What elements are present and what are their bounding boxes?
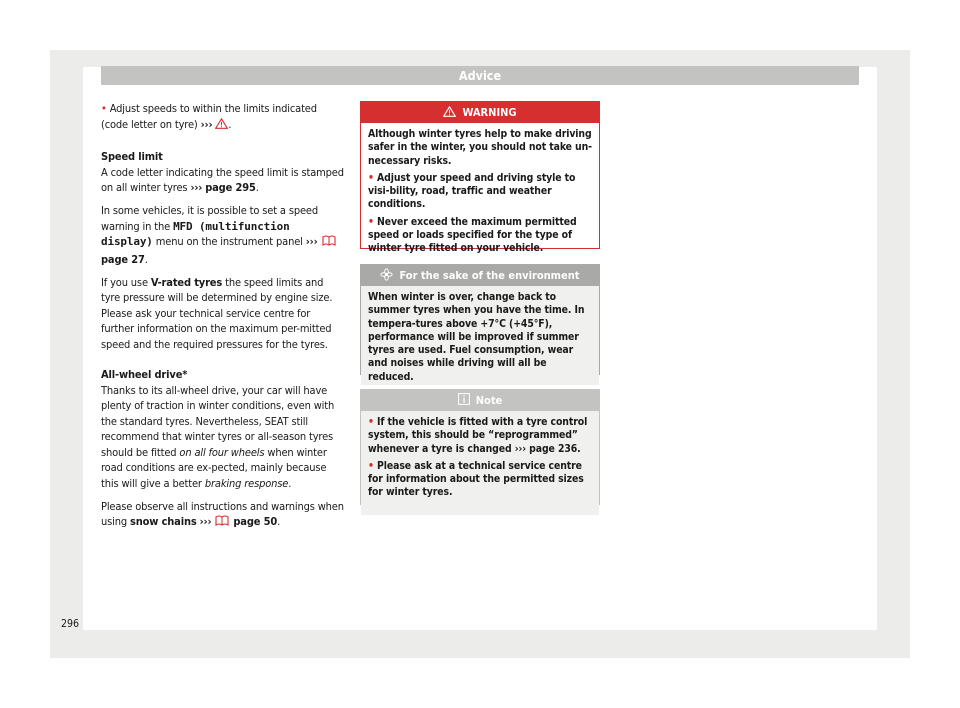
page-link[interactable]: page 295: [205, 181, 256, 194]
speed-limit-para-3: [101, 275, 344, 353]
italic-term: braking response: [204, 476, 289, 490]
speed-limit-para-2: [101, 203, 344, 267]
warning-triangle-icon: [443, 106, 456, 120]
environment-title: For the sake of the environment: [399, 269, 580, 282]
bold-term: V-rated tyres: [150, 275, 223, 289]
awd-para-1: [101, 383, 344, 492]
para-end: .: [277, 515, 281, 528]
note-item-text: If the vehicle is fitted with a tyre control system, this should be “reprogrammed” whenever a tyre is changed: [368, 416, 588, 455]
awd-heading: All-wheel drive*: [101, 368, 188, 381]
speed-limit-para-1: [101, 165, 344, 196]
reference-arrows: ›››: [190, 181, 203, 194]
note-box-header: [361, 390, 599, 411]
warning-item-text: Never exceed the maximum permitted speed or loads specified for the type of winter tyre fitted on your vehicle.: [368, 215, 577, 255]
reference-arrows: ›››: [514, 442, 526, 455]
page-link[interactable]: page 50: [233, 515, 278, 528]
para-end: .: [288, 476, 292, 490]
warning-title: WARNING: [462, 106, 517, 119]
para-text: If you use: [101, 275, 148, 289]
para-text: the speed limits and tyre pressure will be determined by engine size. Please ask your technical service centre for further information on the maximum per-mitted speed and the required pressures for the tyres.: [101, 275, 333, 351]
para-text: when winter road conditions are ex-pected, mainly because this will give a better: [101, 445, 327, 490]
environment-text: When winter is over, change back to summer tyres when you have the time. In tempera-tures above +7°C (+45°F), performance will be improved if summer tyres are used. Fuel consumption, wear and noises while driving will all be reduced.: [368, 291, 585, 383]
para-text: Please observe all instructions and warnings when using: [101, 499, 344, 528]
book-reference-icon[interactable]: [214, 514, 230, 532]
intro-text: Adjust speeds to within the limits indicated (code letter on tyre): [101, 102, 317, 131]
reference-arrows: ›››: [305, 235, 318, 248]
note-title: Note: [475, 394, 503, 407]
bullet-mark: •: [368, 215, 374, 228]
note-body: [361, 411, 599, 515]
note-item-2: [368, 460, 593, 500]
intro-end: .: [228, 117, 232, 131]
bullet-mark: •: [368, 459, 374, 472]
warning-intro: Although winter tyres help to make driving safer in the winter, you should not take un-necessary risks.: [368, 128, 592, 167]
warning-item-text: Adjust your speed and driving style to visi-bility, road, traffic and weather conditions.: [368, 171, 576, 211]
para-end: .: [577, 442, 581, 455]
para-text: Thanks to its all-wheel drive, your car will have plenty of traction in winter conditions, even with the standard tyres. Nevertheless, SEAT still recommend that winter tyres or all-season tyres should be fitted: [101, 383, 335, 459]
page-link[interactable]: page 236: [529, 442, 578, 455]
para-end: .: [144, 252, 148, 266]
note-item-1: [368, 416, 593, 456]
note-item-text: Please ask at a technical service centre for information about the permitted sizes for winter tyres.: [368, 459, 584, 499]
bullet-mark: •: [368, 416, 374, 428]
environment-box-header: [361, 265, 599, 286]
warning-item-1: [368, 172, 593, 212]
warning-triangle-icon[interactable]: [215, 118, 228, 134]
left-column: [101, 101, 344, 539]
para-text: In some vehicles, it is possible to set a speed warning in the: [101, 204, 318, 233]
warning-box-header: [361, 102, 599, 123]
info-icon: [458, 393, 470, 408]
speed-limit-heading: Speed limit: [101, 150, 163, 163]
page-link[interactable]: page 27: [101, 252, 145, 266]
environment-box: [360, 264, 600, 383]
awd-para-2: [101, 499, 344, 532]
page-number: 296: [61, 618, 80, 630]
intro-bullet: [101, 101, 344, 133]
para-text: menu on the instrument panel: [155, 235, 303, 248]
bold-term: snow chains: [130, 515, 197, 528]
bullet-mark: •: [101, 102, 107, 115]
italic-term: on all four wheels: [179, 445, 265, 459]
environment-body: [361, 286, 599, 385]
reference-arrows: ›››: [200, 117, 213, 131]
para-text: A code letter indicating the speed limit is stamped on all winter tyres: [101, 165, 344, 194]
menu-name: MFD (multifunction display): [101, 219, 290, 248]
para-end: .: [255, 181, 259, 194]
note-box: [360, 389, 600, 505]
bullet-mark: •: [368, 171, 374, 184]
book-reference-icon[interactable]: [321, 234, 337, 252]
warning-item-2: [368, 216, 593, 256]
warning-box: [360, 101, 600, 255]
warning-body: [361, 123, 599, 262]
section-header: Advice: [101, 66, 859, 85]
leaf-flower-icon: [380, 268, 393, 284]
reference-arrows: ›››: [199, 515, 212, 528]
